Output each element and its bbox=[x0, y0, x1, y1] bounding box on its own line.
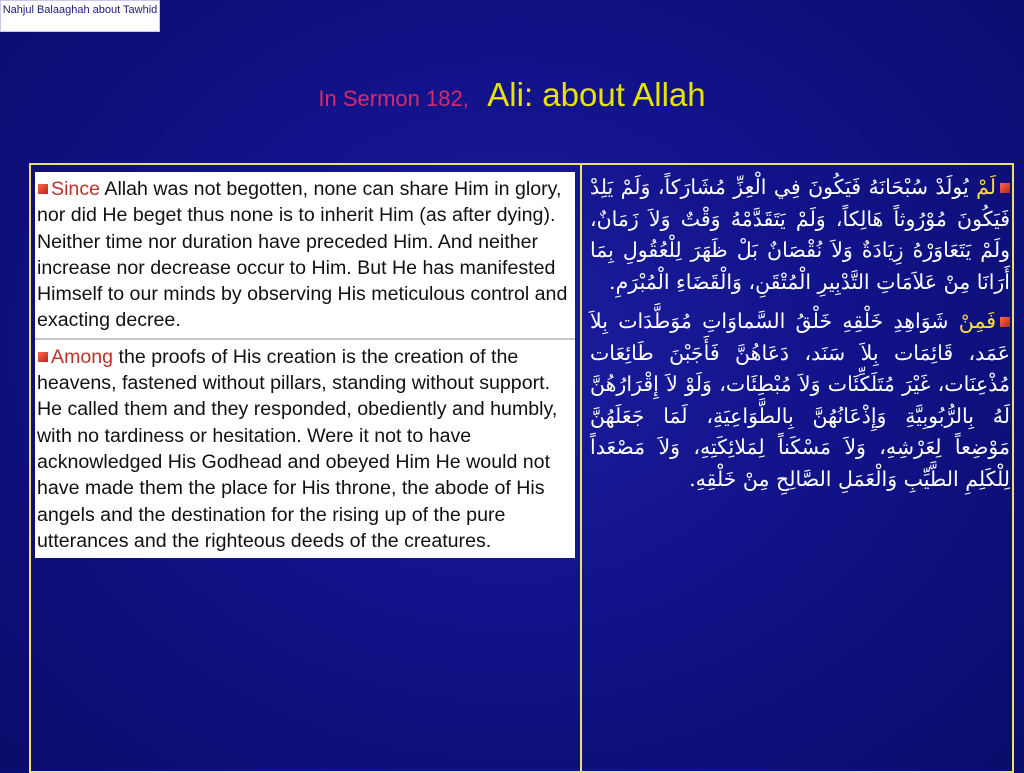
english-p2-first-word: Among bbox=[51, 345, 114, 368]
bullet-square-icon bbox=[1000, 183, 1010, 193]
arabic-p1-text: يُولَدْ سُبْحَانَهُ فَيَكُونَ فِي الْعِزِّ مُشَارَكاً، وَلَمْ يَلِدْ فَيَكُونَ مُوْرُوثاً هَالِكاً، وَلَمْ يَتَقَدَّمْهُ وَقْتٌ وَلاَ زَمَانٌ، ولَمْ يَتَعَاوَرْهُ زِيَادَةٌ وَلاَ نُقْصَانٌ بَلْ ظَهَرَ لِلْعُقُولِ بِمَا أَرَانَا مِنْ عَلاَمَاتِ التَّدْبِيرِ الْمُتْقَنِ، وَالْقَضَاءِ الْمُبْرَمِ. bbox=[590, 175, 1010, 294]
english-p1-first-word: Since bbox=[51, 178, 101, 200]
english-p1-text: Allah was not begotten, none can share Him in glory, nor did He beget thus none is to inherit Him (as after dying). Neither time nor duration have preceded Him. And neither increase nor decrease occur to Him. But He has manifested Himself to our minds by observing His meticulous control and exacting decree. bbox=[37, 178, 568, 332]
arabic-column bbox=[590, 172, 1010, 503]
slide-corner-label: Nahjul Balaaghah about Tawhid bbox=[0, 0, 160, 32]
english-column bbox=[35, 172, 575, 558]
arabic-p1-first-word: لَمْ bbox=[976, 175, 996, 199]
arabic-paragraph-2 bbox=[590, 306, 1010, 495]
english-paragraph-1 bbox=[35, 172, 575, 338]
english-paragraph-2 bbox=[35, 338, 575, 558]
slide-title bbox=[0, 76, 1024, 114]
arabic-paragraph-1 bbox=[590, 172, 1010, 298]
column-divider bbox=[580, 163, 582, 773]
bullet-square-icon bbox=[38, 352, 48, 362]
bullet-square-icon bbox=[1000, 317, 1010, 327]
title-prefix: In Sermon 182, bbox=[318, 86, 469, 111]
arabic-p2-first-word: فَمِنْ bbox=[958, 309, 996, 333]
english-p2-text: the proofs of His creation is the creation of the heavens, fastened without pillars, standing without support. He called them and they responded, obediently and humbly, with no tardiness or hesitation. Were it not to have acknowledged His Godhead and obeyed Him He would not have made them the place for His throne, the abode of His angels and the destination for the rising up of the pure utterances and the righteous deeds of the creatures. bbox=[37, 345, 558, 552]
bullet-square-icon bbox=[38, 184, 48, 194]
title-main: Ali: about Allah bbox=[487, 76, 706, 113]
arabic-p2-text: شَوَاهِدِ خَلْقِهِ خَلْقُ السَّماوَاتِ مُوَطَّدَات بِلاَ عَمَد، قَائِمَات بِلاَ سَنَد، دَعَاهُنَّ فَأَجَبْنَ طَائِعَات مُذْعِنَات، غَيْرَ مُتَلَكِّئَات وَلاَ مُبْطِئَات، وَلَوْ لاَ إِقْرَارُهُنَّ لَهُ بِالرُّبُوبِيَّةِ وَإِذْعَانُهُنَّ بِالطَّوَاعِيَةِ، لَمَا جَعَلَهُنَّ مَوْضِعاً لِعَرْشِهِ، وَلاَ مَسْكَناً لِمَلائِكَتِهِ، وَلاَ مَصْعَداً لِلْكَلِمِ الطَّيِّبِ وَالْعَمَلِ الصَّالِحِ مِنْ خَلْقِهِ. bbox=[590, 309, 1010, 491]
